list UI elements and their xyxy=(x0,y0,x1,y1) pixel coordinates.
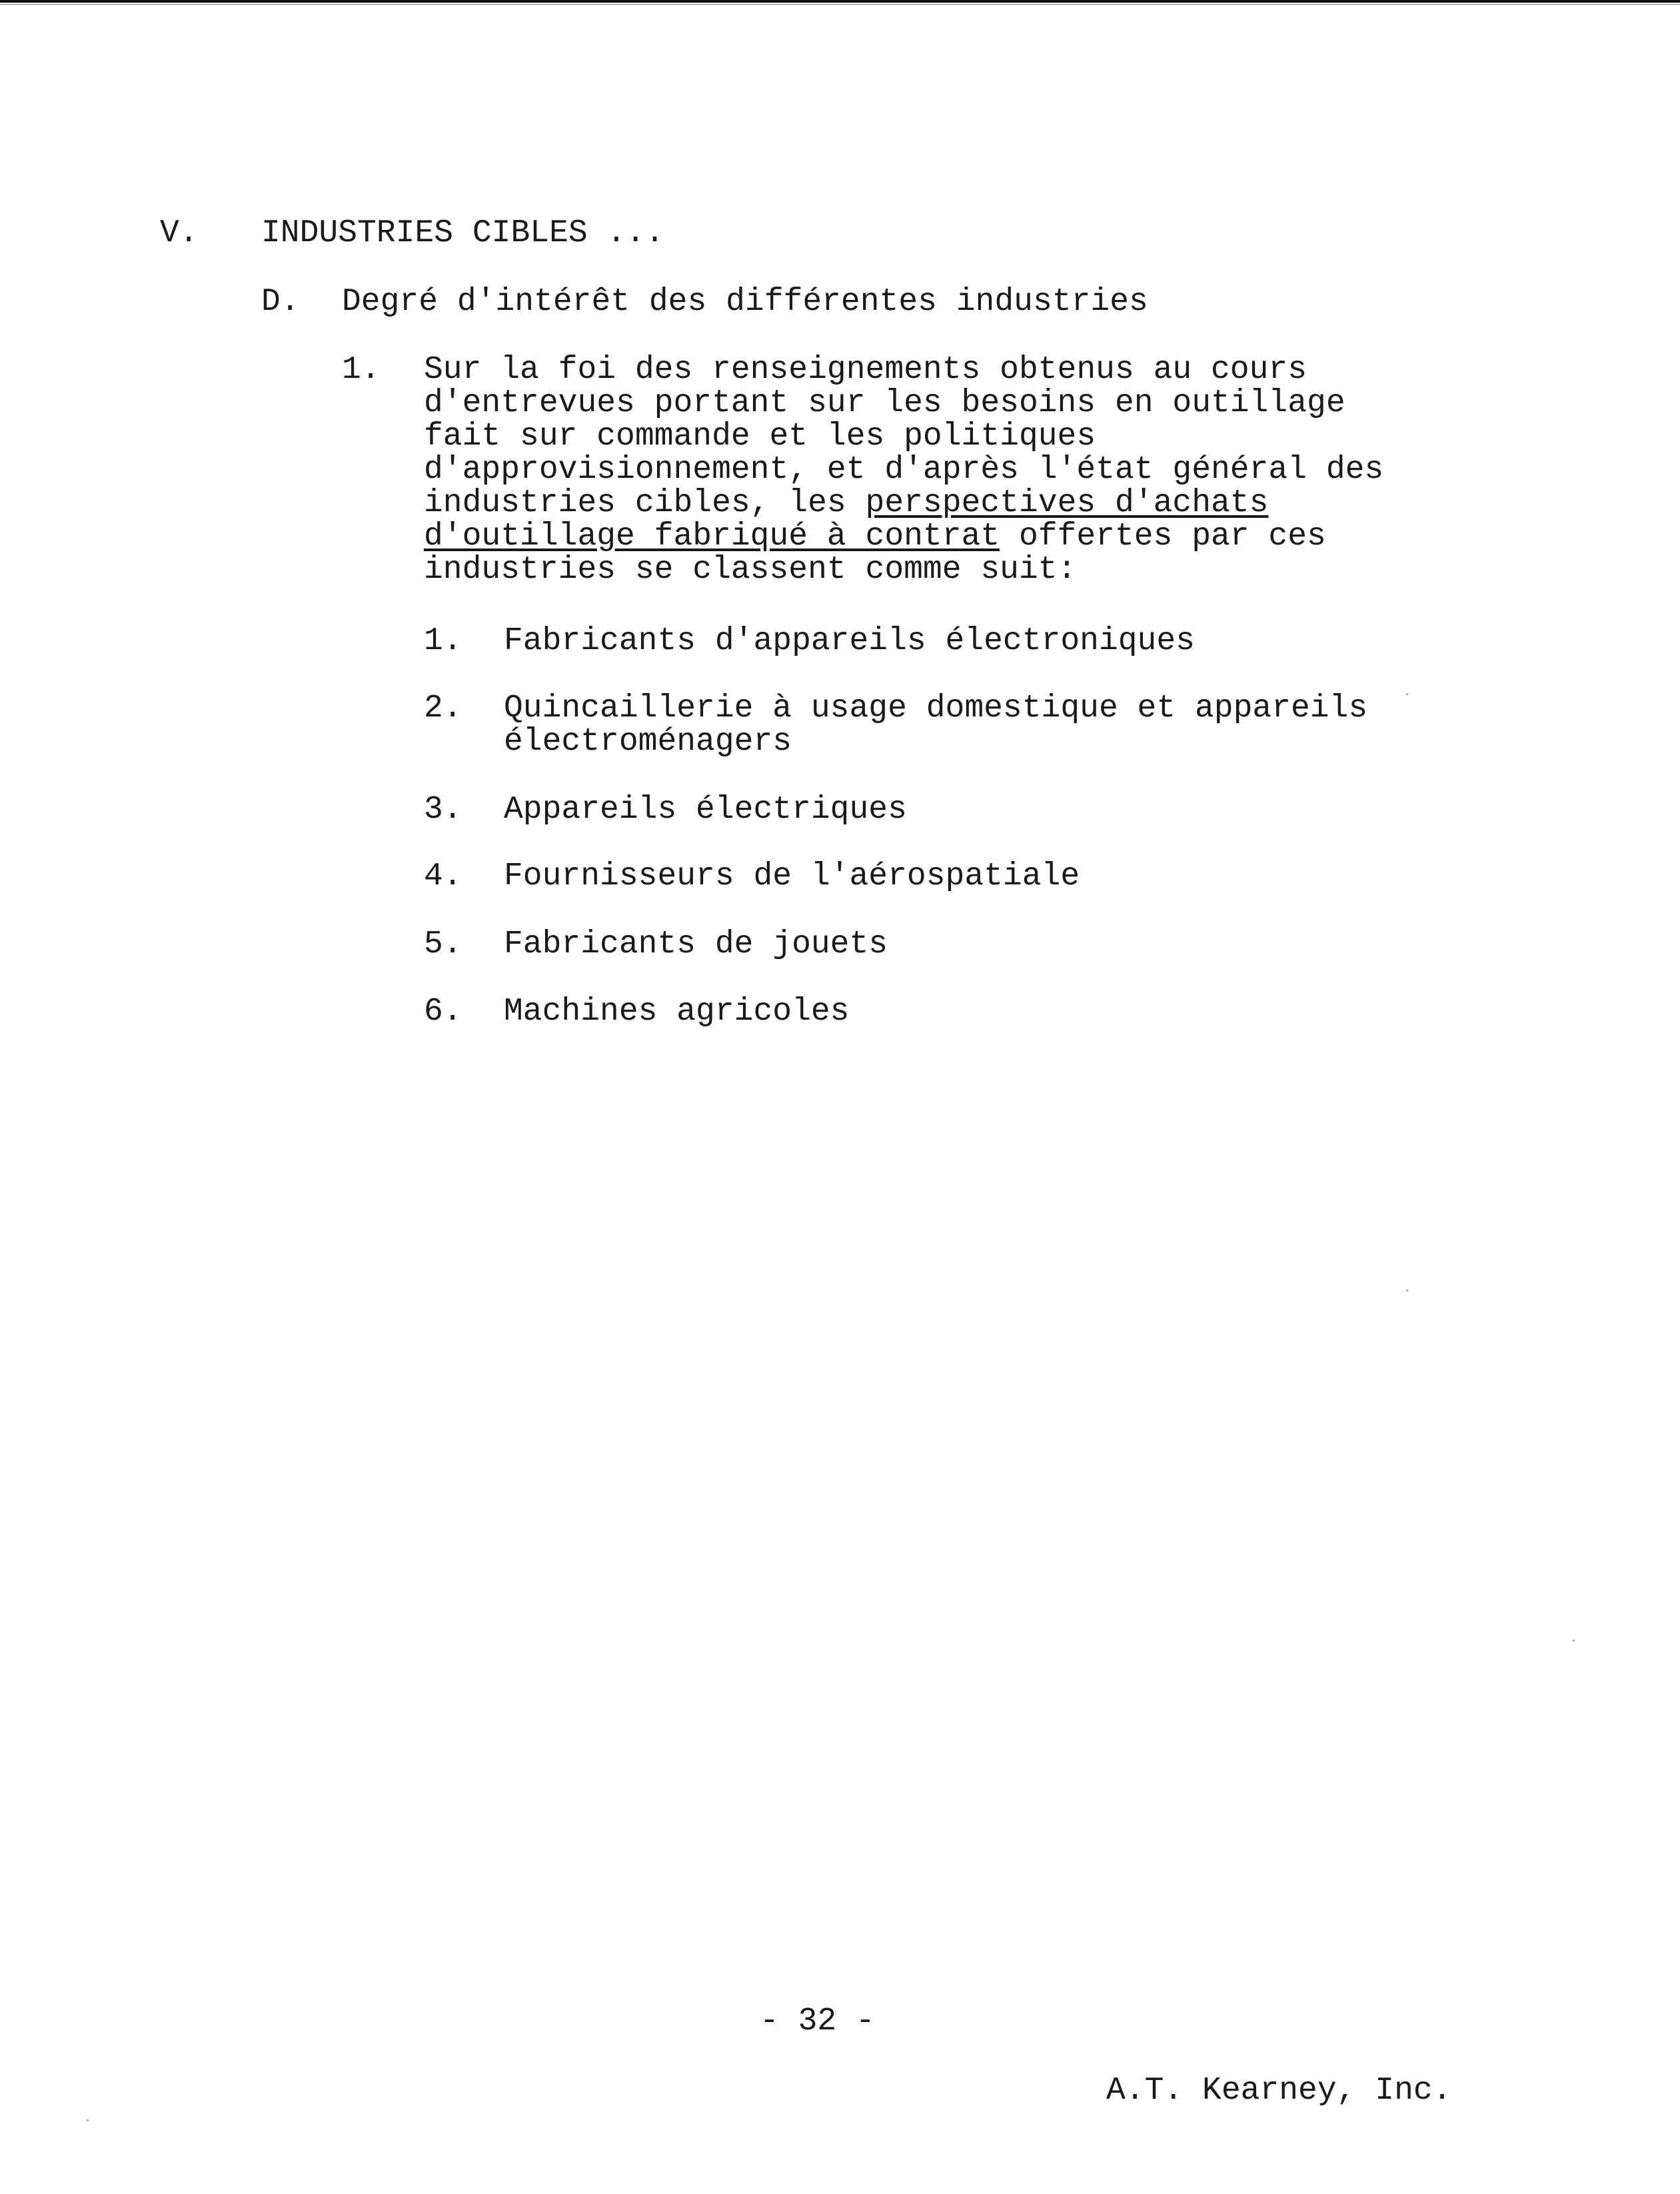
list-item-number: 3. xyxy=(424,792,462,828)
list-item-number: 2. xyxy=(424,690,462,726)
section-number: V. xyxy=(160,215,199,251)
list-item-text: Quincaillerie à usage domestique et appareils électroménagers xyxy=(504,690,1368,760)
list-item-text: Appareils électriques xyxy=(504,792,907,828)
list-item-number: 6. xyxy=(424,994,462,1030)
scan-speck xyxy=(1406,1290,1408,1292)
list-item-text: Fournisseurs de l'aérospatiale xyxy=(504,858,1080,894)
scan-edge-line xyxy=(0,0,1680,7)
list-item-number: 1. xyxy=(424,623,462,659)
list-item-number: 4. xyxy=(424,858,462,894)
list-item-number: 5. xyxy=(424,926,462,962)
subsection-letter: D. xyxy=(261,284,300,320)
list-item-text: Fabricants d'appareils électroniques xyxy=(504,623,1195,659)
scan-speck xyxy=(1573,1640,1575,1642)
list-item-text: Machines agricoles xyxy=(504,994,850,1030)
scan-speck xyxy=(87,2119,89,2121)
paragraph-text-before: Sur la foi des renseignements obtenus au cours d'entrevues portant sur les besoins en outillage fait sur commande et les politiques d'approvisionnement, et d'après l'état général des industries cibles, les xyxy=(424,352,1384,521)
list-item-text: Fabricants de jouets xyxy=(504,926,888,962)
footer-company: A.T. Kearney, Inc. xyxy=(1106,2073,1452,2109)
paragraph-underlined-text: perspectives d'achats d'outillage fabriqué à contrat xyxy=(424,485,1269,554)
paragraph-body xyxy=(424,353,1437,586)
section-title: INDUSTRIES CIBLES ... xyxy=(261,215,664,251)
scan-speck xyxy=(1406,693,1408,695)
paragraph-text-after: offertes par ces industries se classent comme suit: xyxy=(424,519,1326,588)
paragraph-number: 1. xyxy=(342,352,381,388)
page-number: - 32 - xyxy=(760,2003,875,2039)
subsection-title: Degré d'intérêt des différentes industries xyxy=(342,284,1148,320)
